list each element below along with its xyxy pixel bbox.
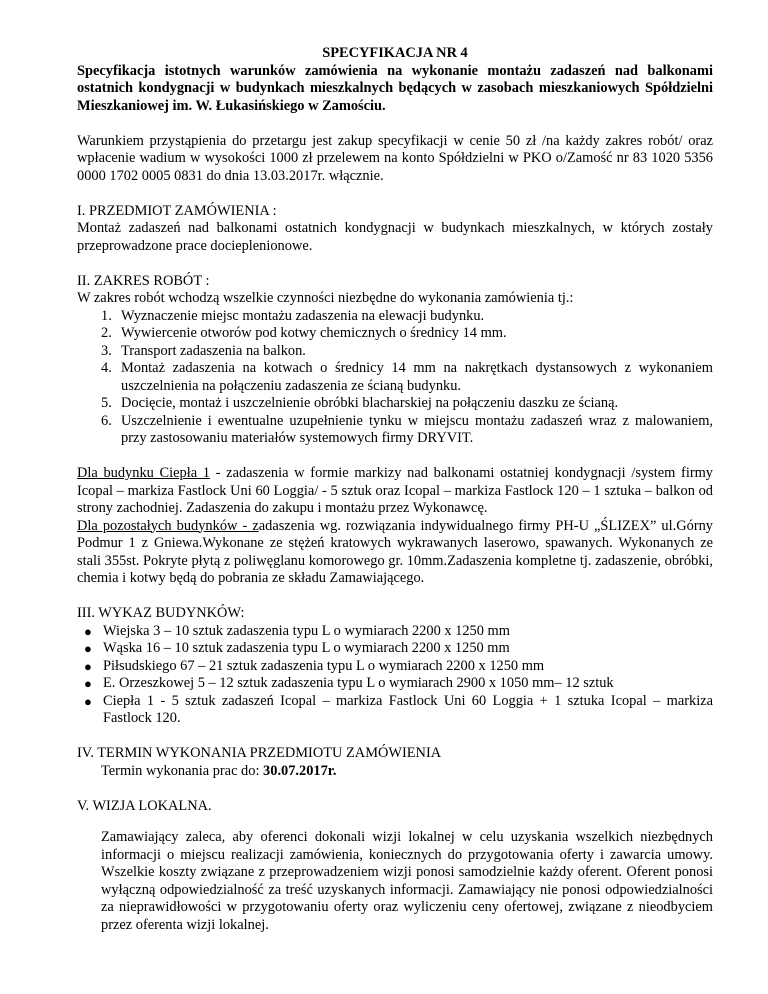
bullet-icon: ● [84, 676, 92, 691]
section-1-heading: I. PRZEDMIOT ZAMÓWIENIA : [77, 202, 277, 219]
buildings-note-1-label: Dla budynku Ciepła 1 [77, 465, 210, 481]
building-item: ● E. Orzeszkowej 5 – 12 sztuk zadaszenia typu L o wymiarach 2900 x 1050 mm– 12 sztuk [84, 675, 614, 691]
buildings-note-2-label: Dla pozostałych budynków - z [77, 517, 259, 534]
deadline-date: 30.07.2017r. [263, 762, 337, 779]
buildings-list [77, 623, 713, 728]
bullet-icon: ● [84, 658, 92, 674]
building-item: ● Piłsudskiego 67 – 21 sztuk zadaszenia typu L o wymiarach 2200 x 1250 mm [84, 657, 545, 674]
section-1-text: Montaż zadaszeń nad balkonami ostatnich kondygnacji w budynkach mieszkalnych, w których zostały przeprowadzone prace docieplenionowe. [77, 220, 713, 254]
buildings-note-2: Dla pozostałych budynków - zadaszenia wg. rozwiązania indywidualnego firmy PH-U „ŚLIZEX” ul.Górny Podmur 1 z Gniewa.Wykonane ze stężeń kratowych wykrawanych laserowo, spawanych. Wykonanych ze stali 355st. Pokryte płytą z poliwęglanu komorowego gr. 10mm.Zadaszenia kompletne tj. zadaszenie, obróbki, chemia i kotwy będą do pobrania ze składu Zamawiającego. [77, 517, 713, 586]
scope-item: 6. Uszczelnienie i ewentualne uzupełnienie tynku w miejscu montażu zadaszeń wraz z malowaniem, przy zastosowaniu materiałów systemowych firmy DRYVIT. [101, 412, 713, 446]
bullet-icon: ● [84, 641, 92, 656]
scope-list [77, 308, 713, 448]
bullet-icon: ● [84, 623, 92, 639]
deadline-line: Termin wykonania prac do: 30.07.2017r. [101, 762, 337, 779]
section-2-intro: W zakres robót wchodzą wszelkie czynności niezbędne do wykonania zamówienia tj.: [77, 290, 574, 306]
scope-item: 3. Transport zadaszenia na balkon. [101, 342, 306, 359]
building-item: ● Wąska 16 – 10 sztuk zadaszenia typu L o wymiarach 2200 x 1250 mm [84, 640, 510, 656]
document-subtitle: Specyfikacja istotnych warunków zamówienia na wykonanie montażu zadaszeń nad balkonami ostatnich kondygnacji w budynkach mieszkalnych będących w zasobach mieszkaniowych Spółdzielni Mieszkaniowej im. W. Łukasińskiego w Zamościu. [77, 62, 713, 114]
section-5-heading: V. WIZJA LOKALNA. [77, 797, 212, 814]
bullet-icon: ● [84, 693, 92, 709]
document-page [77, 45, 713, 934]
section-5-text: Zamawiający zaleca, aby oferenci dokonali wizji lokalnej w celu uzyskania wszelkich niezbędnych informacji o miejscu realizacji zamówienia, koniecznych do przygotowania oferty i zawarcia umowy. Wszelkie koszty związane z przeprowadzeniem wizji ponosi samodzielnie każdy oferent. Oferent ponosi wyłączną odpowiedzialność za treść uzyskanych informacji. Zamawiający nie ponosi odpowiedzialności za nieprawidłowości w przygotowaniu oferty oraz wyliczeniu ceny ofertowej, związane z nieodbyciem przez oferenta wizji lokalnej. [101, 829, 713, 933]
scope-item: 5. Docięcie, montaż i uszczelnienie obróbki blacharskiej na połączeniu daszku ze ścianą. [101, 395, 619, 411]
scope-item: 1. Wyznaczenie miejsc montażu zadaszenia na elewacji budynku. [101, 307, 485, 324]
buildings-note-1: Dla budynku Ciepła 1 - zadaszenia w formie markizy nad balkonami ostatniej kondygnacji /system firmy Icopal – markiza Fastlock Uni 60 Loggia/ - 5 sztuk oraz Icopal – markiza Fastlock 120 – 1 sztuka – balkon od strony zachodniej. Zadaszenia do zakupu i montażu przez Wykonawcę. [77, 465, 713, 516]
section-4-heading: IV. TERMIN WYKONANIA PRZEDMIOTU ZAMÓWIENIA [77, 745, 442, 761]
section-2-heading: II. ZAKRES ROBÓT : [77, 272, 210, 289]
scope-item: 4. Montaż zadaszenia na kotwach o średnicy 14 mm na nakrętkach dystansowych z wykonaniem uszczelnienia na połączeniu zadaszenia ze ścianą budynku. [101, 360, 713, 394]
scope-item: 2. Wywiercenie otworów pod kotwy chemicznych o średnicy 14 mm. [101, 325, 507, 341]
document-title: SPECYFIKACJA NR 4 [322, 45, 468, 61]
building-item: ● Wiejska 3 – 10 sztuk zadaszenia typu L o wymiarach 2200 x 1250 mm [84, 622, 510, 639]
building-item: ● Ciepła 1 - 5 sztuk zadaszeń Icopal – markiza Fastlock Uni 60 Loggia + 1 sztuka Icopal – markiza Fastlock 120. [84, 692, 713, 726]
intro-paragraph: Warunkiem przystąpienia do przetargu jest zakup specyfikacji w cenie 50 zł /na każdy zakres robót/ oraz wpłacenie wadium w wysokości 1000 zł przelewem na konto Spółdzielni w PKO o/Zamość nr 83 1020 5356 0000 1702 0005 0831 do dnia 13.03.2017r. włącznie. [77, 132, 713, 184]
section-3-heading: III. WYKAZ BUDYNKÓW: [77, 605, 245, 621]
